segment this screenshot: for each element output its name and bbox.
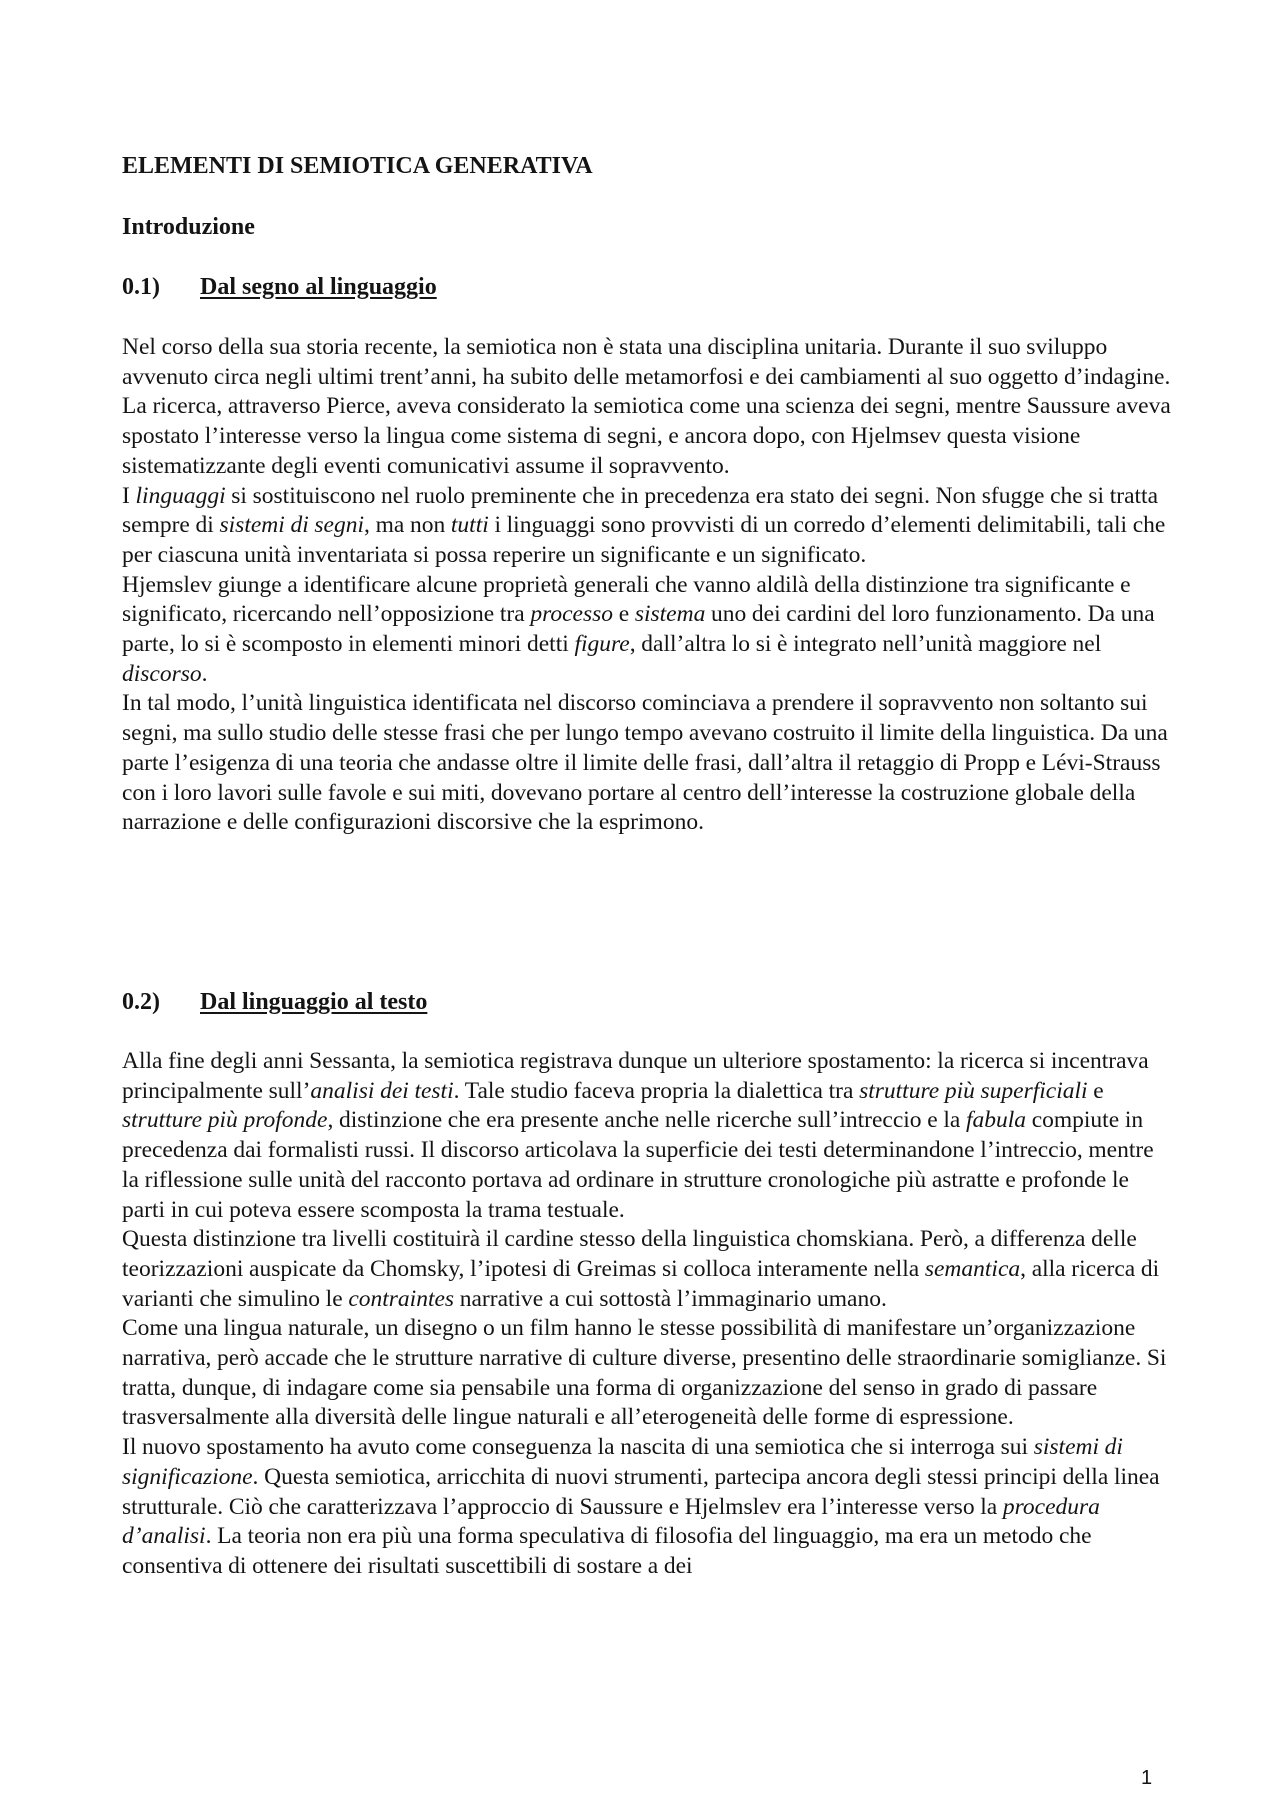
section-title: Dal segno al linguaggio bbox=[200, 274, 437, 300]
text-run: Questa distinzione tra livelli costituirà il cardine stesso della linguistica chomskiana. Però, a differenza delle teorizzazioni auspicate da Chomsky, l’ipotesi di Greimas si colloca interamente nella bbox=[122, 1226, 1137, 1282]
italic-text: strutture più superficiali bbox=[859, 1077, 1088, 1104]
intro-heading: Introduzione bbox=[122, 214, 255, 240]
section-number: 0.1) bbox=[122, 274, 160, 300]
italic-text: sistemi di segni bbox=[219, 512, 365, 539]
section-title: Dal linguaggio al testo bbox=[200, 989, 428, 1015]
paragraph bbox=[122, 482, 1172, 571]
text-run: compiute in precedenza dai formalisti russi. Il discorso articolava la superficie dei testi determinandone l’intreccio, mentre la riflessione sulle unità del racconto portava ad ordinare in strutture cronologiche più astratte e profonde le parti in cui poteva essere scomposta la trama testuale. bbox=[122, 1107, 1154, 1223]
section-number: 0.2) bbox=[122, 989, 160, 1015]
italic-text: fabula bbox=[965, 1107, 1027, 1134]
italic-text: procedura d’analisi bbox=[122, 1493, 1100, 1550]
text-run: e bbox=[613, 601, 635, 628]
paragraph bbox=[122, 1225, 1172, 1314]
italic-text: sistemi di significazione bbox=[122, 1434, 1123, 1490]
italic-text: strutture più profonde bbox=[122, 1107, 328, 1134]
text-run: La ricerca, attraverso Pierce, aveva considerato la semiotica come una scienza dei segni, mentre Saussure aveva spostato l’interesse verso la lingua come sistema di segni, e ancora dopo, con Hjelmsev questa visione sistematizzante degli eventi comunicativi assume il sopravvento. bbox=[122, 393, 1171, 479]
text-run: Il nuovo spostamento ha avuto come conseguenza la nascita di una semiotica che si interroga sui bbox=[122, 1434, 1034, 1461]
italic-text: contraintes bbox=[348, 1285, 455, 1312]
paragraph bbox=[122, 1314, 1172, 1433]
italic-text: sistema bbox=[634, 601, 706, 628]
section-heading-1 bbox=[122, 273, 437, 303]
paragraph bbox=[122, 571, 1172, 690]
section-heading-2 bbox=[122, 988, 427, 1018]
section-1-body bbox=[122, 333, 1172, 838]
paragraph bbox=[122, 333, 1172, 392]
paragraph bbox=[122, 1433, 1172, 1582]
document-title: ELEMENTI DI SEMIOTICA GENERATIVA bbox=[122, 153, 593, 179]
paragraph bbox=[122, 689, 1172, 838]
text-run: e bbox=[1087, 1077, 1104, 1104]
page-number: 1 bbox=[1141, 1767, 1153, 1789]
italic-text: tutti bbox=[450, 512, 489, 539]
text-run: Nel corso della sua storia recente, la semiotica non è stata una disciplina unitaria. Durante il suo sviluppo avvenuto circa negli ultimi trent’anni, ha subito delle metamorfosi e dei cambiamenti al suo oggetto d’indagine. bbox=[122, 334, 1171, 390]
italic-text: linguaggi bbox=[135, 482, 226, 509]
text-run: . Tale studio faceva propria la dialettica tra bbox=[453, 1077, 860, 1104]
italic-text: discorso bbox=[122, 660, 202, 687]
text-run: . La teoria non era più una forma speculativa di filosofia del linguaggio, ma era un metodo che consentiva di ottenere dei risultati suscettibili di sostare a dei bbox=[122, 1523, 1092, 1579]
text-run: I bbox=[122, 482, 136, 509]
section-2-body bbox=[122, 1047, 1172, 1582]
text-run: , alla ricerca di varianti che simulino le bbox=[122, 1255, 1160, 1312]
text-run: . bbox=[201, 660, 208, 687]
text-run: , ma non bbox=[364, 512, 451, 539]
text-run: uno dei cardini del loro funzionamento. Da una parte, lo si è scomposto in elementi minori detti bbox=[122, 601, 1155, 658]
text-run: i linguaggi sono provvisti di un corredo d’elementi delimitabili, tali che per ciascuna unità inventariata si possa reperire un significante e un significato. bbox=[122, 512, 1166, 568]
paragraph bbox=[122, 392, 1172, 481]
text-run: , dall’altra lo si è integrato nell’unità maggiore nel bbox=[629, 631, 1102, 658]
italic-text: processo bbox=[530, 601, 614, 628]
paragraph bbox=[122, 1047, 1172, 1225]
text-run: narrative a cui sottostà l’immaginario umano. bbox=[454, 1285, 887, 1312]
text-run: si sostituiscono nel ruolo preminente che in precedenza era stato dei segni. Non sfugge che si tratta sempre di bbox=[122, 482, 1158, 539]
text-run: In tal modo, l’unità linguistica identificata nel discorso cominciava a prendere il sopravvento non soltanto sui segni, ma sullo studio delle stesse frasi che per lungo tempo avevano costruito il limite della linguistica. Da una parte l’esigenza di una teoria che andasse oltre il limite delle frasi, dall’altra il retaggio di Propp e Lévi-Strauss con i loro lavori sulle favole e sui miti, dovevano portare al centro dell’interesse la costruzione globale della narrazione e delle configurazioni discorsive che la esprimono. bbox=[122, 690, 1168, 836]
italic-text: analisi dei testi bbox=[310, 1077, 454, 1104]
italic-text: semantica bbox=[924, 1255, 1021, 1282]
text-run: Come una lingua naturale, un disegno o un film hanno le stesse possibilità di manifestare un’organizzazione narrativa, però accade che le strutture narrative di culture diverse, presentino delle straordinarie somiglianze. Si tratta, dunque, di indagare come sia pensabile una forma di organizzazione del senso in grado di passare trasversalmente alla diversità delle lingue naturali e all’eterogeneità delle forme di espressione. bbox=[122, 1315, 1167, 1431]
text-run: Hjemslev giunge a identificare alcune proprietà generali che vanno aldilà della distinzione tra significante e significato, ricercando nell’opposizione tra bbox=[122, 571, 1131, 628]
text-run: . Questa semiotica, arricchita di nuovi strumenti, partecipa ancora degli stessi principi della linea strutturale. Ciò che caratterizzava l’approccio di Saussure e Hjelmslev era l’interesse verso la bbox=[122, 1463, 1160, 1520]
italic-text: figure bbox=[574, 631, 630, 658]
text-run: , distinzione che era presente anche nelle ricerche sull’intreccio e la bbox=[327, 1107, 966, 1134]
text-run: Alla fine degli anni Sessanta, la semiotica registrava dunque un ulteriore spostamento: la ricerca si incentrava principalmente sull’ bbox=[122, 1048, 1149, 1104]
